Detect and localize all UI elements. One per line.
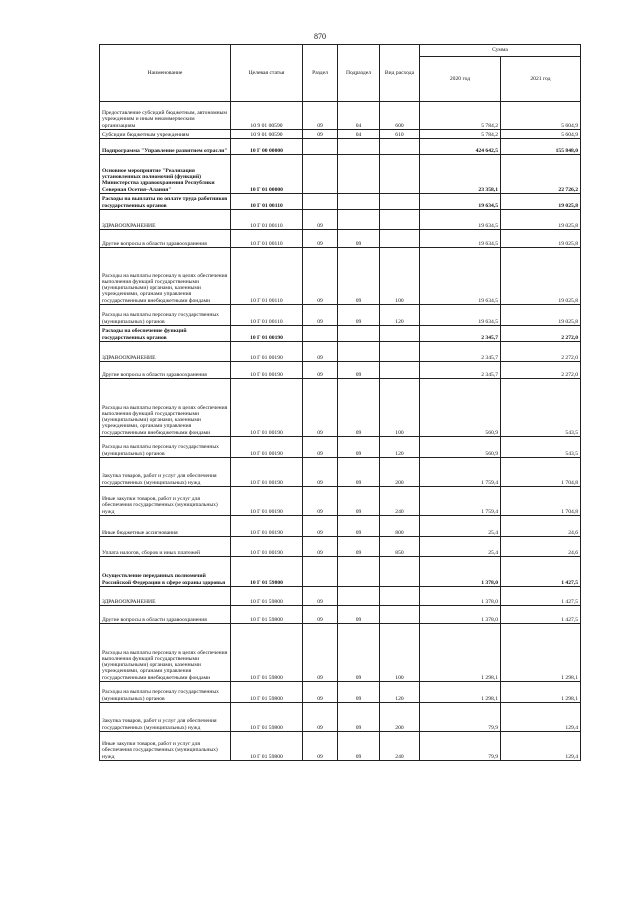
table-row xyxy=(100,155,581,194)
row-name-cell: ЗДРАВООХРАНЕНИЕ xyxy=(100,210,231,230)
row-subsection-cell: 09 xyxy=(338,487,380,516)
row-2021-cell: 22 726,2 xyxy=(501,155,581,194)
page-number: 870 xyxy=(314,32,326,41)
row-expense-type-cell: 120 xyxy=(380,682,420,703)
row-2021-cell: 19 025,8 xyxy=(501,230,581,248)
row-section-cell: 09 xyxy=(303,210,338,230)
row-target-cell: 10 Г 01 00190 xyxy=(231,342,303,362)
row-2020-cell: 5 784,2 xyxy=(420,130,501,139)
row-target-cell: 10 Г 01 59800 xyxy=(231,624,303,682)
row-2020-cell: 23 358,1 xyxy=(420,155,501,194)
row-2021-cell: 19 025,8 xyxy=(501,305,581,326)
row-target-cell: 10 Г 01 00000 xyxy=(231,155,303,194)
row-expense-type-cell: 100 xyxy=(380,248,420,305)
row-target-cell: 10 Г 01 00190 xyxy=(231,326,303,342)
row-2020-cell: 25,4 xyxy=(420,537,501,557)
row-2020-cell: 19 634,5 xyxy=(420,230,501,248)
row-2021-cell: 19 025,8 xyxy=(501,248,581,305)
row-section-cell: 09 xyxy=(303,487,338,516)
row-subsection-cell xyxy=(338,342,380,362)
row-2021-cell: 129,4 xyxy=(501,732,581,761)
row-expense-type-cell: 120 xyxy=(380,437,420,458)
row-expense-type-cell xyxy=(380,139,420,155)
row-name-cell: Другие вопросы в области здравоохранения xyxy=(100,606,231,624)
row-subsection-cell: 09 xyxy=(338,703,380,732)
row-target-cell: 10 Г 01 00110 xyxy=(231,210,303,230)
table-row xyxy=(100,139,581,155)
row-subsection-cell: 09 xyxy=(338,516,380,537)
row-section-cell: 09 xyxy=(303,516,338,537)
row-subsection-cell: 04 xyxy=(338,102,380,130)
row-target-cell: 10 Г 00 00000 xyxy=(231,139,303,155)
table-row xyxy=(100,516,581,537)
row-target-cell: 10 Г 01 00110 xyxy=(231,305,303,326)
table-row xyxy=(100,248,581,305)
row-name-cell: Расходы на выплаты персоналу в целях обеспечения выполнения функций государственными (муниципальными) органами, казенными учреждениями, органами управления государственными внебюджетными фондами xyxy=(100,379,231,437)
row-subsection-cell: 09 xyxy=(338,606,380,624)
table-row xyxy=(100,437,581,458)
row-2020-cell: 1 378,0 xyxy=(420,557,501,587)
row-2021-cell: 24,6 xyxy=(501,516,581,537)
header-name: Наименование xyxy=(100,45,231,102)
row-section-cell: 09 xyxy=(303,102,338,130)
row-name-cell: Субсидии бюджетным учреждениям xyxy=(100,130,231,139)
row-2021-cell: 2 272,0 xyxy=(501,342,581,362)
row-expense-type-cell: 800 xyxy=(380,516,420,537)
row-subsection-cell xyxy=(338,326,380,342)
row-expense-type-cell xyxy=(380,587,420,606)
row-2020-cell: 1 759,4 xyxy=(420,487,501,516)
row-expense-type-cell xyxy=(380,155,420,194)
header-target: Целевая статья xyxy=(231,45,303,102)
table-row xyxy=(100,487,581,516)
row-subsection-cell: 04 xyxy=(338,130,380,139)
table-row xyxy=(100,703,581,732)
row-2021-cell: 1 427,5 xyxy=(501,587,581,606)
row-target-cell: 10 Г 01 00190 xyxy=(231,516,303,537)
table-row xyxy=(100,230,581,248)
row-subsection-cell: 09 xyxy=(338,682,380,703)
row-subsection-cell: 09 xyxy=(338,537,380,557)
table-row xyxy=(100,732,581,761)
table-row xyxy=(100,130,581,139)
row-2021-cell: 155 848,0 xyxy=(501,139,581,155)
row-name-cell: Закупка товаров, работ и услуг для обеспечения государственных (муниципальных) нужд xyxy=(100,458,231,487)
row-2021-cell: 1 298,1 xyxy=(501,682,581,703)
row-2021-cell: 19 025,8 xyxy=(501,210,581,230)
row-expense-type-cell xyxy=(380,194,420,210)
row-expense-type-cell: 200 xyxy=(380,703,420,732)
row-subsection-cell: 09 xyxy=(338,362,380,379)
row-2020-cell: 19 634,5 xyxy=(420,305,501,326)
row-target-cell: 10 Г 01 00190 xyxy=(231,362,303,379)
row-expense-type-cell xyxy=(380,557,420,587)
row-section-cell: 09 xyxy=(303,606,338,624)
row-section-cell: 09 xyxy=(303,732,338,761)
row-2020-cell: 1 759,4 xyxy=(420,458,501,487)
table-row xyxy=(100,305,581,326)
row-2020-cell: 79,9 xyxy=(420,732,501,761)
table-row xyxy=(100,682,581,703)
table-row xyxy=(100,210,581,230)
row-2021-cell: 1 298,1 xyxy=(501,624,581,682)
row-target-cell: 10 Г 01 00190 xyxy=(231,537,303,557)
row-expense-type-cell: 240 xyxy=(380,487,420,516)
row-section-cell: 09 xyxy=(303,703,338,732)
row-name-cell: Расходы на выплаты персоналу государственных (муниципальных) органов xyxy=(100,682,231,703)
row-section-cell: 09 xyxy=(303,248,338,305)
row-expense-type-cell xyxy=(380,326,420,342)
row-subsection-cell: 09 xyxy=(338,230,380,248)
table-row xyxy=(100,379,581,437)
row-name-cell: Другие вопросы в области здравоохранения xyxy=(100,230,231,248)
row-expense-type-cell xyxy=(380,362,420,379)
row-target-cell: 10 Г 01 00190 xyxy=(231,487,303,516)
row-2020-cell: 560,9 xyxy=(420,379,501,437)
table-row xyxy=(100,342,581,362)
row-2020-cell: 560,9 xyxy=(420,437,501,458)
row-2021-cell: 1 704,8 xyxy=(501,458,581,487)
row-subsection-cell xyxy=(338,587,380,606)
table-row xyxy=(100,557,581,587)
row-section-cell: 09 xyxy=(303,342,338,362)
table-header xyxy=(100,45,581,102)
row-subsection-cell: 09 xyxy=(338,437,380,458)
row-name-cell: Осуществление переданных полномочий Российской Федерации в сфере охраны здоровья xyxy=(100,557,231,587)
row-target-cell: 10 Г 01 00110 xyxy=(231,194,303,210)
row-2021-cell: 2 272,0 xyxy=(501,362,581,379)
row-2021-cell: 2 272,0 xyxy=(501,326,581,342)
header-sum: Сумма xyxy=(420,45,581,57)
row-name-cell: Подпрограмма "Управление развитием отрасли" xyxy=(100,139,231,155)
row-2020-cell: 424 642,5 xyxy=(420,139,501,155)
row-expense-type-cell xyxy=(380,210,420,230)
row-target-cell: 10 Г 01 00110 xyxy=(231,248,303,305)
header-section: Раздел xyxy=(303,45,338,102)
row-expense-type-cell: 120 xyxy=(380,305,420,326)
row-name-cell: Расходы на выплаты персоналу в целях обеспечения выполнения функций государственными (муниципальными) органами, казенными учреждениями, органами управления государственными внебюджетными фондами xyxy=(100,248,231,305)
row-target-cell: 10 9 01 00590 xyxy=(231,102,303,130)
row-section-cell: 09 xyxy=(303,624,338,682)
row-section-cell: 09 xyxy=(303,458,338,487)
table-row xyxy=(100,326,581,342)
row-subsection-cell: 09 xyxy=(338,624,380,682)
row-2021-cell: 5 604,9 xyxy=(501,102,581,130)
row-2021-cell: 1 704,8 xyxy=(501,487,581,516)
row-target-cell: 10 Г 01 00190 xyxy=(231,379,303,437)
row-2020-cell: 2 345,7 xyxy=(420,326,501,342)
row-2020-cell: 25,4 xyxy=(420,516,501,537)
row-subsection-cell: 09 xyxy=(338,248,380,305)
row-name-cell: Расходы на выплаты персоналу государственных (муниципальных) органов xyxy=(100,305,231,326)
row-name-cell: ЗДРАВООХРАНЕНИЕ xyxy=(100,587,231,606)
row-section-cell xyxy=(303,557,338,587)
row-section-cell xyxy=(303,194,338,210)
row-subsection-cell xyxy=(338,155,380,194)
row-expense-type-cell: 200 xyxy=(380,458,420,487)
row-expense-type-cell xyxy=(380,230,420,248)
row-2020-cell: 19 634,5 xyxy=(420,194,501,210)
table-body xyxy=(100,102,581,761)
row-2020-cell: 1 298,1 xyxy=(420,682,501,703)
row-2021-cell: 543,5 xyxy=(501,379,581,437)
row-name-cell: Расходы на выплаты по оплате труда работников государственных органов xyxy=(100,194,231,210)
table-row xyxy=(100,362,581,379)
row-section-cell: 09 xyxy=(303,362,338,379)
row-expense-type-cell: 610 xyxy=(380,130,420,139)
row-name-cell: Расходы на выплаты персоналу в целях обеспечения выполнения функций государственными (муниципальными) органами, казенными учреждениями, органами управления государственными внебюджетными фондами xyxy=(100,624,231,682)
header-year-2021: 2021 год xyxy=(501,57,581,102)
row-expense-type-cell: 850 xyxy=(380,537,420,557)
row-section-cell: 09 xyxy=(303,587,338,606)
row-expense-type-cell: 240 xyxy=(380,732,420,761)
row-subsection-cell: 09 xyxy=(338,732,380,761)
row-section-cell: 09 xyxy=(303,682,338,703)
row-name-cell: Предоставление субсидий бюджетным, автономным учреждениям и иным некоммерческим организациям xyxy=(100,102,231,130)
row-target-cell: 10 Г 01 59800 xyxy=(231,703,303,732)
row-2020-cell: 19 634,5 xyxy=(420,210,501,230)
row-name-cell: ЗДРАВООХРАНЕНИЕ xyxy=(100,342,231,362)
row-expense-type-cell: 600 xyxy=(380,102,420,130)
row-section-cell: 09 xyxy=(303,437,338,458)
table-row xyxy=(100,587,581,606)
row-target-cell: 10 9 01 00590 xyxy=(231,130,303,139)
row-expense-type-cell xyxy=(380,342,420,362)
header-year-2020: 2020 год xyxy=(420,57,501,102)
row-subsection-cell xyxy=(338,557,380,587)
row-target-cell: 10 Г 01 00190 xyxy=(231,458,303,487)
row-name-cell: Основное мероприятие "Реализация установленных полномочий (функций) Министерства здравоохранения Республики Северная Осетия–Алания" xyxy=(100,155,231,194)
row-2021-cell: 129,4 xyxy=(501,703,581,732)
row-2021-cell: 1 427,5 xyxy=(501,606,581,624)
row-subsection-cell: 09 xyxy=(338,379,380,437)
table-row xyxy=(100,458,581,487)
row-name-cell: Расходы на выплаты персоналу государственных (муниципальных) органов xyxy=(100,437,231,458)
row-section-cell xyxy=(303,326,338,342)
row-name-cell: Иные бюджетные ассигнования xyxy=(100,516,231,537)
row-section-cell: 09 xyxy=(303,305,338,326)
header-subsection: Подраздел xyxy=(338,45,380,102)
row-name-cell: Другие вопросы в области здравоохранения xyxy=(100,362,231,379)
row-2021-cell: 24,6 xyxy=(501,537,581,557)
row-name-cell: Уплата налогов, сборов и иных платежей xyxy=(100,537,231,557)
row-section-cell: 09 xyxy=(303,230,338,248)
row-2020-cell: 1 378,0 xyxy=(420,606,501,624)
row-section-cell: 09 xyxy=(303,130,338,139)
row-section-cell: 09 xyxy=(303,537,338,557)
row-2020-cell: 2 345,7 xyxy=(420,362,501,379)
row-expense-type-cell xyxy=(380,606,420,624)
row-subsection-cell: 09 xyxy=(338,458,380,487)
row-target-cell: 10 Г 01 59800 xyxy=(231,587,303,606)
row-name-cell: Иные закупки товаров, работ и услуг для обеспечения государственных (муниципальных) нужд xyxy=(100,487,231,516)
row-section-cell xyxy=(303,139,338,155)
row-section-cell: 09 xyxy=(303,379,338,437)
row-2021-cell: 543,5 xyxy=(501,437,581,458)
row-2020-cell: 2 345,7 xyxy=(420,342,501,362)
row-expense-type-cell: 100 xyxy=(380,379,420,437)
row-2021-cell: 19 025,8 xyxy=(501,194,581,210)
row-2020-cell: 5 784,2 xyxy=(420,102,501,130)
row-subsection-cell xyxy=(338,139,380,155)
row-2021-cell: 5 604,9 xyxy=(501,130,581,139)
row-2021-cell: 1 427,5 xyxy=(501,557,581,587)
table-row xyxy=(100,194,581,210)
row-subsection-cell xyxy=(338,194,380,210)
row-target-cell: 10 Г 01 59800 xyxy=(231,682,303,703)
row-target-cell: 10 Г 01 00110 xyxy=(231,230,303,248)
row-target-cell: 10 Г 01 59800 xyxy=(231,732,303,761)
row-target-cell: 10 Г 01 59800 xyxy=(231,557,303,587)
budget-table xyxy=(99,44,581,761)
table-row xyxy=(100,537,581,557)
table-row xyxy=(100,606,581,624)
row-name-cell: Иные закупки товаров, работ и услуг для обеспечения государственных (муниципальных) нужд xyxy=(100,732,231,761)
row-name-cell: Закупка товаров, работ и услуг для обеспечения государственных (муниципальных) нужд xyxy=(100,703,231,732)
row-2020-cell: 19 634,5 xyxy=(420,248,501,305)
table-row xyxy=(100,102,581,130)
table-row xyxy=(100,624,581,682)
row-subsection-cell: 09 xyxy=(338,305,380,326)
row-target-cell: 10 Г 01 00190 xyxy=(231,437,303,458)
row-2020-cell: 1 378,0 xyxy=(420,587,501,606)
row-subsection-cell xyxy=(338,210,380,230)
row-target-cell: 10 Г 01 59800 xyxy=(231,606,303,624)
row-name-cell: Расходы на обеспечение функций государственных органов xyxy=(100,326,231,342)
header-expense-type: Вид расхода xyxy=(380,45,420,102)
row-2020-cell: 1 298,1 xyxy=(420,624,501,682)
row-expense-type-cell: 100 xyxy=(380,624,420,682)
row-2020-cell: 79,9 xyxy=(420,703,501,732)
row-section-cell xyxy=(303,155,338,194)
